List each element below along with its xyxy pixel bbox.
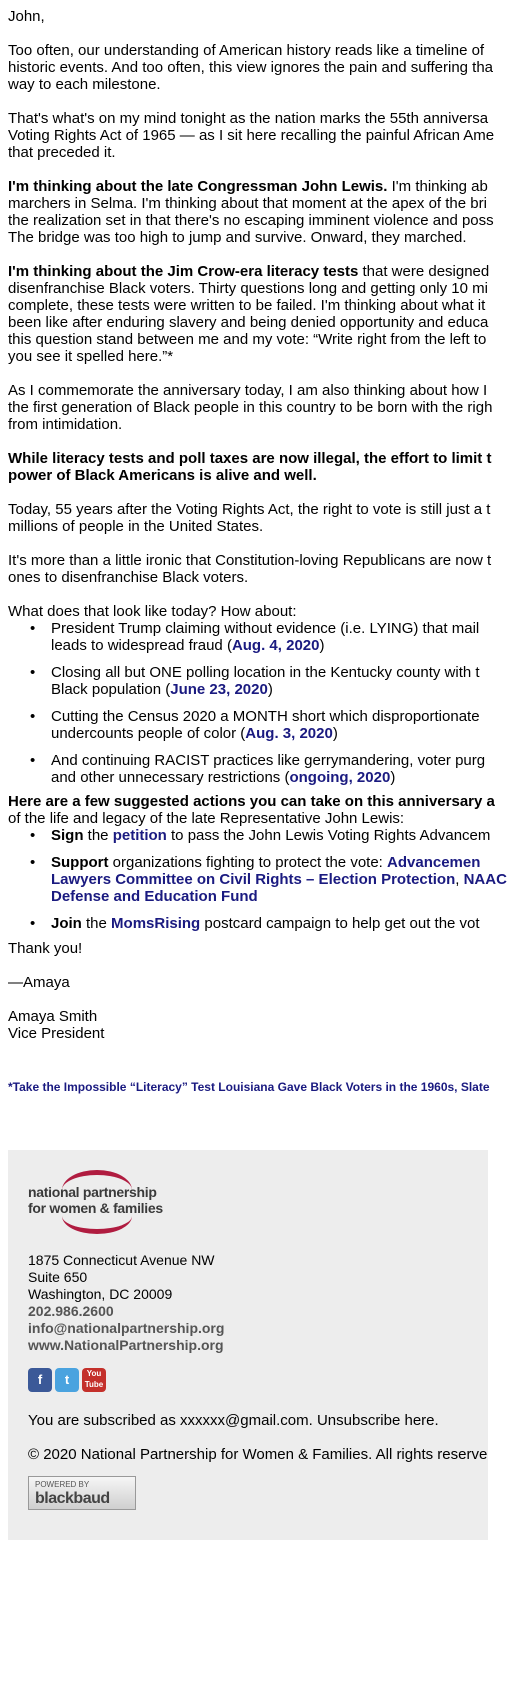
text-line: ones to disenfranchise Black voters. bbox=[8, 569, 249, 586]
text-line: you see it spelled here.”* bbox=[8, 348, 174, 365]
text-line: That's what's on my mind tonight as the nation marks the 55th anniversa bbox=[8, 110, 489, 127]
bold-lead: I'm thinking about the Jim Crow-era literacy tests bbox=[8, 263, 359, 280]
text-span: And continuing RACIST practices like gerrymandering, voter purg bbox=[51, 752, 486, 769]
thank-you: Thank you! bbox=[8, 940, 83, 957]
text-span: Closing all but ONE polling location in the Kentucky county with t bbox=[51, 664, 480, 681]
address-line: Suite 650 bbox=[28, 1269, 88, 1285]
logo-text: national partnership bbox=[28, 1184, 157, 1200]
text-line: that preceded it. bbox=[8, 144, 116, 161]
organization-logo[interactable] bbox=[28, 1170, 168, 1234]
actions-intro-line2: of the life and legacy of the late Representative John Lewis: bbox=[8, 810, 405, 827]
logo-arc-bottom bbox=[62, 1216, 132, 1234]
action-verb: Join bbox=[51, 915, 82, 932]
paragraph-commemorate bbox=[8, 382, 493, 433]
paragraph-john-lewis bbox=[8, 178, 494, 246]
text-span: the bbox=[83, 827, 113, 844]
footer bbox=[8, 1150, 488, 1540]
logo-text: for women & families bbox=[28, 1200, 163, 1216]
text-span: the bbox=[81, 915, 112, 932]
text-line: millions of people in the United States. bbox=[8, 518, 264, 535]
organization-link[interactable]: Defense and Education Fund bbox=[51, 888, 258, 905]
source-link[interactable]: Aug. 4, 2020 bbox=[231, 637, 320, 654]
bullet-icon: • bbox=[30, 752, 36, 769]
social-links bbox=[28, 1368, 109, 1392]
text-line bbox=[8, 467, 478, 484]
examples-list bbox=[8, 620, 486, 786]
text-line: the first generation of Black people in this country to be born with the righ bbox=[8, 399, 493, 416]
action-support bbox=[8, 854, 507, 905]
text-span: ) bbox=[319, 637, 325, 654]
badge-text: blackbaud bbox=[35, 1490, 110, 1507]
text-line bbox=[8, 178, 488, 195]
contact-block bbox=[28, 1252, 224, 1354]
bullet-icon: • bbox=[30, 827, 36, 844]
momsrising-link[interactable]: MomsRising bbox=[111, 915, 201, 932]
text-line: historic events. And too often, this view ignores the pain and suffering tha bbox=[8, 59, 494, 76]
text-line: way to each milestone. bbox=[8, 76, 161, 93]
text-line: this question stand between me and my vote: “Write right from the left to bbox=[8, 331, 487, 348]
facebook-icon[interactable]: f bbox=[28, 1368, 52, 1392]
bold-line: While literacy tests and poll taxes are now illegal, the effort to limit t bbox=[8, 450, 492, 467]
text-span: that were designed bbox=[358, 263, 490, 280]
list-intro: What does that look like today? How about: bbox=[8, 603, 297, 620]
list-item bbox=[8, 664, 478, 698]
action-verb: Support bbox=[51, 854, 109, 871]
text-line: complete, these tests were written to be failed. I'm thinking about what it bbox=[8, 297, 486, 314]
text-span: and other unnecessary restrictions ( bbox=[51, 769, 290, 786]
bullet-icon: • bbox=[30, 620, 36, 637]
petition-link[interactable]: petition bbox=[112, 827, 167, 844]
text-span: Black population ( bbox=[51, 681, 171, 698]
organization-link[interactable]: Lawyers Committee on Civil Rights – Election Protection bbox=[51, 871, 456, 888]
text-line: marchers in Selma. I'm thinking about that moment at the apex of the bri bbox=[8, 195, 487, 212]
text-line: Voting Rights Act of 1965 — as I sit here recalling the painful African Ame bbox=[8, 127, 495, 144]
text-line bbox=[8, 450, 492, 467]
list-item bbox=[8, 708, 478, 742]
footnote-link[interactable]: *Take the Impossible “Literacy” Test Louisiana Gave Black Voters in the 1960s, Slate bbox=[8, 1080, 490, 1094]
paragraph-bold-statement bbox=[8, 450, 492, 484]
text-line: The bridge was too high to jump and survive. Onward, they marched. bbox=[8, 229, 467, 246]
text-span: postcard campaign to help get out the vot bbox=[200, 915, 480, 932]
text-line: It's more than a little ironic that Constitution-loving Republicans are now t bbox=[8, 552, 492, 569]
text-span: ) bbox=[332, 725, 338, 742]
action-join bbox=[8, 915, 478, 932]
text-span: Cutting the Census 2020 a MONTH short which disproportionate bbox=[51, 708, 480, 725]
text-line: been like after enduring slavery and being denied opportunity and educa bbox=[8, 314, 489, 331]
text-line: Too often, our understanding of American history reads like a timeline of bbox=[8, 42, 485, 59]
bold-lead: Here are a few suggested actions you can take on this anniversary a bbox=[8, 793, 495, 810]
bullet-icon: • bbox=[30, 915, 36, 932]
actions-intro bbox=[8, 793, 495, 810]
bullet-icon: • bbox=[30, 708, 36, 725]
signer-title: Vice President bbox=[8, 1025, 105, 1042]
signoff: —Amaya bbox=[8, 974, 70, 991]
text-span: I'm thinking ab bbox=[387, 178, 488, 195]
action-verb: Sign bbox=[51, 827, 84, 844]
actions-list bbox=[8, 827, 507, 932]
text-span: leads to widespread fraud ( bbox=[51, 637, 232, 654]
badge-text: POWERED BY bbox=[35, 1480, 90, 1489]
signer-name: Amaya Smith bbox=[8, 1008, 98, 1025]
youtube-icon[interactable]: You Tube bbox=[82, 1368, 106, 1392]
paragraph-intro bbox=[8, 42, 494, 93]
text-span: President Trump claiming without evidence (i.e. LYING) that mail bbox=[51, 620, 480, 637]
list-item bbox=[8, 620, 478, 654]
text-line: Today, 55 years after the Voting Rights Act, the right to vote is still just a t bbox=[8, 501, 491, 518]
phone-number[interactable]: 202.986.2600 bbox=[28, 1303, 114, 1319]
text-span: organizations fighting to protect the vote: bbox=[108, 854, 388, 871]
paragraph-literacy-tests bbox=[8, 263, 490, 365]
text-span: ) bbox=[267, 681, 273, 698]
bold-lead: I'm thinking about the late Congressman John Lewis. bbox=[8, 178, 388, 195]
action-sign bbox=[8, 827, 491, 844]
bullet-icon: • bbox=[30, 854, 36, 871]
text-line: disenfranchise Black voters. Thirty questions long and getting only 10 mi bbox=[8, 280, 488, 297]
organization-link[interactable]: NAAC bbox=[463, 871, 507, 888]
address-line: 1875 Connecticut Avenue NW bbox=[28, 1252, 215, 1268]
text-line: As I commemorate the anniversary today, I am also thinking about how I bbox=[8, 382, 488, 399]
source-link[interactable]: June 23, 2020 bbox=[170, 681, 268, 698]
list-item bbox=[8, 752, 486, 786]
email-link[interactable]: info@nationalpartnership.org bbox=[28, 1320, 225, 1336]
text-span: to pass the John Lewis Voting Rights Advancem bbox=[166, 827, 491, 844]
greeting: John, bbox=[8, 8, 45, 25]
website-link[interactable]: www.NationalPartnership.org bbox=[28, 1337, 224, 1353]
source-link[interactable]: Aug. 3, 2020 bbox=[245, 725, 333, 742]
subscription-notice[interactable]: You are subscribed as xxxxxx@gmail.com. Unsubscribe here. bbox=[28, 1412, 439, 1429]
text-line: the realization set in that there's no escaping imminent violence and poss bbox=[8, 212, 494, 229]
paragraph-ironic bbox=[8, 552, 492, 586]
paragraph-55-years bbox=[8, 501, 491, 535]
source-link[interactable]: ongoing, 2020 bbox=[289, 769, 391, 786]
paragraph-anniversary bbox=[8, 110, 495, 161]
text-span: undercounts people of color ( bbox=[51, 725, 246, 742]
text-span: ) bbox=[390, 769, 396, 786]
organization-link[interactable]: Advancemen bbox=[387, 854, 481, 871]
copyright: © 2020 National Partnership for Women & Families. All rights reserve bbox=[28, 1446, 488, 1463]
powered-by-badge[interactable] bbox=[28, 1476, 136, 1510]
email-body bbox=[8, 8, 507, 1042]
address-line: Washington, DC 20009 bbox=[28, 1286, 173, 1302]
text-line bbox=[8, 263, 490, 280]
text-line: from intimidation. bbox=[8, 416, 123, 433]
bold-line: power of Black Americans is alive and well. bbox=[8, 467, 317, 484]
bullet-icon: • bbox=[30, 664, 36, 681]
text-span: , bbox=[455, 871, 464, 888]
twitter-icon[interactable]: t bbox=[55, 1368, 79, 1392]
